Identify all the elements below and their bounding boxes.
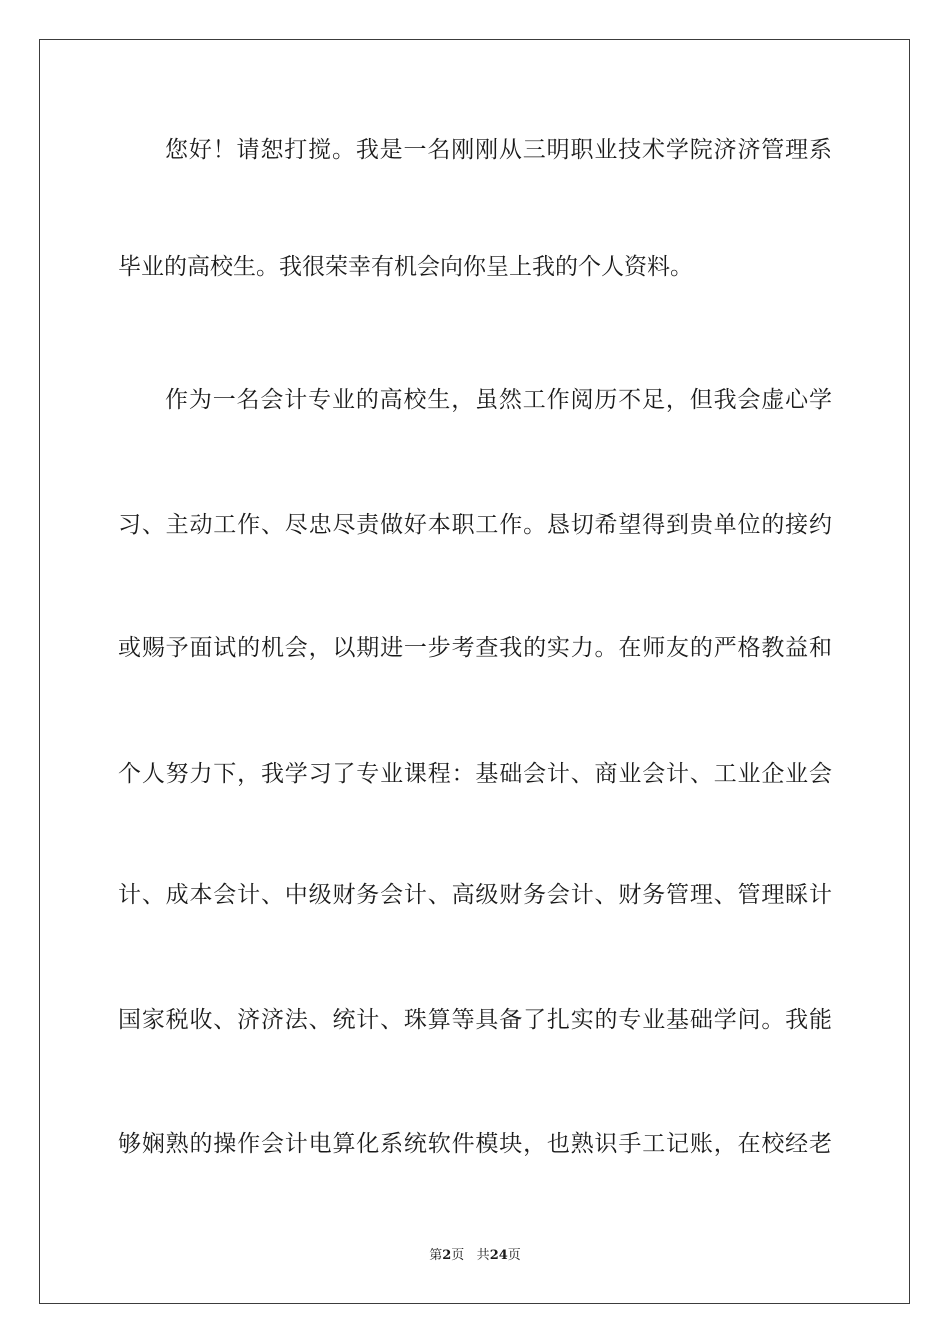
page-border <box>39 39 910 1304</box>
paragraph-line-5: 或赐予面试的机会，以期进一步考查我的实力。在师友的严格教益和 <box>118 635 832 661</box>
paragraph-line-7: 计、成本会计、中级财务会计、高级财务会计、财务管理、管理睬计 <box>118 882 832 908</box>
page-number: 2 <box>442 1248 452 1263</box>
page-label-suffix: 页 <box>451 1248 465 1263</box>
paragraph-line-2: 毕业的高校生。我很荣幸有机会向你呈上我的个人资料。 <box>118 254 693 280</box>
paragraph-line-1: 您好！请恕打搅。我是一名刚刚从三明职业技术学院济济管理系 <box>165 137 832 163</box>
total-label-suffix: 页 <box>507 1248 521 1263</box>
paragraph-line-6: 个人努力下，我学习了专业课程：基础会计、商业会计、工业企业会 <box>118 761 832 787</box>
page-footer <box>0 1244 950 1263</box>
paragraph-line-4: 习、主动工作、尽忠尽责做好本职工作。恳切希望得到贵单位的接约 <box>118 512 832 538</box>
total-pages: 24 <box>489 1248 508 1263</box>
paragraph-line-8: 国家税收、济济法、统计、珠算等具备了扎实的专业基础学问。我能 <box>118 1007 832 1033</box>
page-label-prefix: 第 <box>429 1248 443 1263</box>
paragraph-line-3: 作为一名会计专业的高校生，虽然工作阅历不足，但我会虚心学 <box>165 387 832 413</box>
paragraph-line-9: 够娴熟的操作会计电算化系统软件模块，也熟识手工记账，在校经老 <box>118 1131 832 1157</box>
total-label-prefix: 共 <box>476 1248 490 1263</box>
